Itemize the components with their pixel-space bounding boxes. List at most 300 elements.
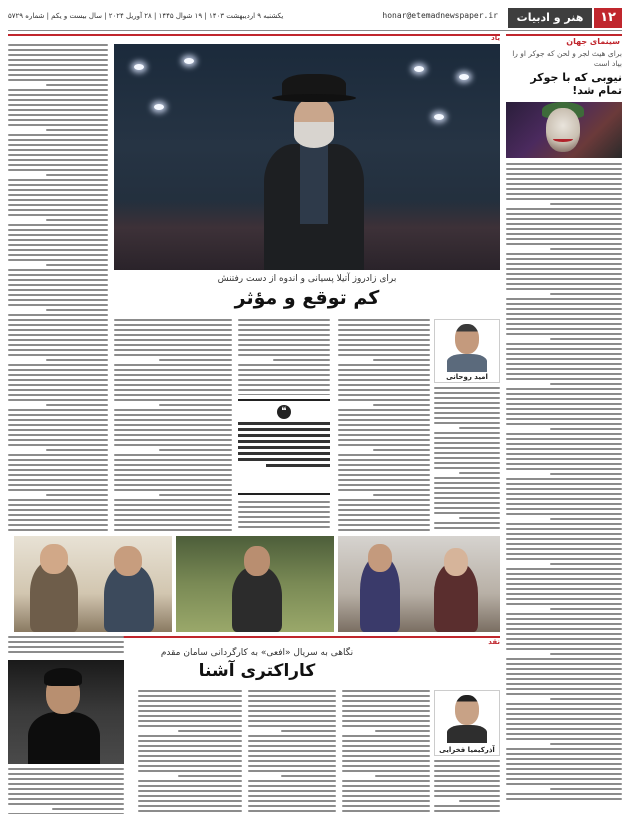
text-line [8, 484, 108, 486]
text-line [373, 449, 430, 451]
text-line [506, 663, 622, 665]
text-line [506, 453, 622, 455]
text-line [114, 454, 232, 456]
bottom-story-headline: کاراکتری آشنا [198, 661, 316, 681]
text-line [434, 492, 500, 494]
text-line [434, 397, 500, 399]
text-line [506, 633, 622, 635]
text-line [8, 489, 108, 491]
text-line [238, 521, 330, 523]
text-line [550, 473, 622, 475]
text-line [114, 414, 232, 416]
text-line [114, 369, 232, 371]
text-line [8, 424, 108, 426]
text-line [114, 319, 232, 321]
text-line [434, 412, 500, 414]
text-line [373, 359, 430, 361]
text-line [8, 74, 108, 76]
text-line [114, 519, 232, 521]
text-line [506, 733, 622, 735]
text-line [506, 283, 622, 285]
bottom-author-name: آذرکیمیا فخرایی [439, 746, 495, 754]
text-line [338, 389, 430, 391]
text-line [8, 444, 108, 446]
text-line [8, 274, 108, 276]
main-story-col-3 [238, 319, 330, 395]
text-line [248, 755, 336, 757]
main-story-tag: یاد [491, 34, 500, 42]
text-line [178, 775, 242, 777]
text-line [506, 503, 622, 505]
text-line [114, 524, 232, 526]
author-name: امید روحانی [446, 373, 488, 381]
main-story-headline: کم توقع و مؤثر [234, 287, 380, 309]
text-line [8, 519, 108, 521]
text-line [506, 323, 622, 325]
text-line [506, 648, 622, 650]
text-line [434, 437, 500, 439]
text-line [338, 514, 430, 516]
text-line [506, 423, 622, 425]
text-line [159, 449, 232, 451]
text-line [434, 392, 500, 394]
text-line [8, 254, 108, 256]
text-line [248, 705, 336, 707]
text-line [506, 243, 622, 245]
text-line [506, 413, 622, 415]
text-line [8, 344, 108, 346]
text-line [114, 429, 232, 431]
text-line [375, 730, 430, 732]
text-line [506, 318, 622, 320]
text-line [8, 509, 108, 511]
text-line [8, 279, 108, 281]
text-line [338, 369, 430, 371]
text-line [338, 489, 430, 491]
text-line [248, 765, 336, 767]
text-line [8, 499, 108, 501]
text-line [342, 725, 430, 727]
text-line [8, 479, 108, 481]
text-line [506, 543, 622, 545]
text-line [373, 494, 430, 496]
text-line [434, 502, 500, 504]
text-line [506, 278, 622, 280]
text-line [248, 785, 336, 787]
text-line [8, 454, 108, 456]
text-line [8, 409, 108, 411]
text-line [238, 334, 330, 336]
text-line [342, 740, 430, 742]
text-line [434, 765, 500, 767]
text-line [159, 359, 232, 361]
text-line [114, 459, 232, 461]
text-line [8, 169, 108, 171]
text-line [506, 798, 622, 800]
text-line [550, 203, 622, 205]
text-line [434, 785, 500, 787]
text-line [506, 783, 622, 785]
text-line [506, 438, 622, 440]
text-line [338, 459, 430, 461]
text-line [138, 810, 242, 812]
text-line [434, 387, 500, 389]
bottom-left-top-body [8, 636, 124, 656]
text-line [8, 783, 124, 785]
text-line [506, 538, 622, 540]
text-line [248, 710, 336, 712]
text-line [506, 403, 622, 405]
text-line [338, 509, 430, 511]
text-line [8, 504, 108, 506]
text-line [8, 199, 108, 201]
text-line [506, 628, 622, 630]
text-line [550, 338, 622, 340]
text-line [338, 474, 430, 476]
text-line [138, 710, 242, 712]
text-line [550, 428, 622, 430]
text-line [342, 745, 430, 747]
text-line [46, 404, 108, 406]
text-line [114, 384, 232, 386]
text-line [338, 334, 430, 336]
text-line [8, 464, 108, 466]
text-line [506, 748, 622, 750]
bottom-col-2 [342, 690, 430, 812]
text-line [550, 518, 622, 520]
text-line [506, 208, 622, 210]
text-line [138, 795, 242, 797]
text-line [506, 678, 622, 680]
text-line [434, 477, 500, 479]
text-line [8, 139, 108, 141]
text-line [8, 324, 108, 326]
text-line [114, 419, 232, 421]
text-line [506, 583, 622, 585]
text-line [8, 44, 108, 46]
text-line [8, 349, 108, 351]
text-line [114, 389, 232, 391]
text-line [8, 339, 108, 341]
text-line [506, 178, 622, 180]
text-line [8, 184, 108, 186]
text-line [506, 218, 622, 220]
text-line [338, 364, 430, 366]
text-line [506, 308, 622, 310]
text-line [8, 249, 108, 251]
text-line [248, 690, 336, 692]
text-line [434, 407, 500, 409]
text-line [8, 294, 108, 296]
text-line [506, 418, 622, 420]
text-line [338, 319, 430, 321]
text-line [8, 304, 108, 306]
text-line [506, 533, 622, 535]
text-line [238, 511, 330, 513]
text-line [506, 638, 622, 640]
text-line [506, 353, 622, 355]
text-line [8, 514, 108, 516]
text-line [342, 795, 430, 797]
text-line [8, 319, 108, 321]
text-line [434, 467, 500, 469]
text-line [506, 778, 622, 780]
text-line [46, 264, 108, 266]
bottom-left-body [8, 768, 124, 814]
text-line [8, 646, 124, 648]
text-line [248, 800, 336, 802]
text-line [506, 708, 622, 710]
text-line [338, 409, 430, 411]
text-line [114, 504, 232, 506]
text-line [506, 493, 622, 495]
text-line [248, 780, 336, 782]
text-line [373, 404, 430, 406]
text-line [138, 750, 242, 752]
text-line [8, 234, 108, 236]
text-line [8, 284, 108, 286]
text-line [138, 805, 242, 807]
text-line [434, 527, 500, 529]
text-line [506, 718, 622, 720]
text-line [8, 69, 108, 71]
text-line [8, 374, 108, 376]
text-line [506, 193, 622, 195]
joker-photo [506, 102, 622, 158]
text-line [342, 735, 430, 737]
text-line [8, 469, 108, 471]
text-line [338, 399, 430, 401]
text-line [114, 424, 232, 426]
series-still-2 [176, 536, 334, 632]
text-line [138, 705, 242, 707]
text-line [114, 464, 232, 466]
text-line [342, 805, 430, 807]
text-line [8, 104, 108, 106]
text-line [506, 578, 622, 580]
text-line [8, 474, 108, 476]
bottom-author-avatar [455, 695, 479, 725]
text-line [506, 483, 622, 485]
text-line [338, 339, 430, 341]
series-still-1 [338, 536, 500, 632]
text-line [238, 516, 330, 518]
text-line [506, 548, 622, 550]
text-line [46, 219, 108, 221]
text-line [342, 810, 430, 812]
text-line [52, 808, 124, 810]
bottom-col-1 [434, 760, 500, 812]
text-line [238, 394, 330, 395]
text-line [506, 713, 622, 715]
quote-icon: ❝ [277, 405, 291, 419]
text-line [238, 384, 330, 386]
text-line [281, 775, 336, 777]
text-line [114, 379, 232, 381]
text-line [338, 324, 430, 326]
text-line [46, 494, 108, 496]
text-line [506, 618, 622, 620]
text-line [550, 383, 622, 385]
main-photo-person [264, 74, 364, 270]
text-line [8, 793, 124, 795]
text-line [338, 454, 430, 456]
text-line [8, 54, 108, 56]
main-story-col-3b [238, 501, 330, 531]
text-line [114, 399, 232, 401]
text-line [375, 775, 430, 777]
text-line [114, 514, 232, 516]
text-line [459, 800, 500, 802]
text-line [342, 790, 430, 792]
text-line [8, 364, 108, 366]
text-line [506, 378, 622, 380]
text-line [8, 334, 108, 336]
text-line [434, 402, 500, 404]
left-lower-body [8, 319, 108, 531]
text-line [238, 364, 330, 366]
text-line [506, 753, 622, 755]
text-line [434, 795, 500, 797]
text-line [114, 434, 232, 436]
text-line [342, 750, 430, 752]
text-line [506, 673, 622, 675]
text-line [506, 328, 622, 330]
text-line [459, 427, 500, 429]
text-line [506, 268, 622, 270]
text-line [338, 504, 430, 506]
bottom-story-kicker: نگاهی به سریال «افعی» به کارگردانی سامان مقدم [160, 648, 354, 658]
text-line [138, 715, 242, 717]
text-line [434, 452, 500, 454]
text-line [114, 354, 232, 356]
text-line [238, 324, 330, 326]
text-line [138, 765, 242, 767]
text-line [8, 214, 108, 216]
text-line [114, 349, 232, 351]
text-line [506, 688, 622, 690]
text-line [238, 506, 330, 508]
text-line [506, 728, 622, 730]
text-line [434, 487, 500, 489]
text-line [506, 223, 622, 225]
text-line [114, 444, 232, 446]
text-line [434, 760, 500, 762]
text-line [8, 798, 124, 800]
text-line [8, 269, 108, 271]
main-story-col-2 [338, 319, 430, 531]
text-line [46, 129, 108, 131]
text-line [8, 354, 108, 356]
text-line [338, 429, 430, 431]
text-line [342, 760, 430, 762]
text-line [506, 238, 622, 240]
text-line [338, 464, 430, 466]
text-line [8, 419, 108, 421]
text-line [114, 439, 232, 441]
text-line [248, 805, 336, 807]
text-line [338, 444, 430, 446]
main-story-col-4 [114, 319, 232, 531]
text-line [8, 459, 108, 461]
text-line [506, 528, 622, 530]
text-line [8, 194, 108, 196]
text-line [338, 434, 430, 436]
dateline: یکشنبه ۹ اردیبهشت ۱۴۰۳ | ۱۹ شوال ۱۴۴۵ | ۲۸ آوریل ۲۰۲۴ | سال بیست و یکم | شماره ۵۷۲۹ [8, 12, 284, 20]
text-line [114, 374, 232, 376]
text-line [506, 573, 622, 575]
text-line [506, 603, 622, 605]
text-line [114, 474, 232, 476]
text-line [8, 379, 108, 381]
bottom-story-photo [8, 660, 124, 764]
text-line [8, 369, 108, 371]
text-line [506, 568, 622, 570]
text-line [138, 725, 242, 727]
text-line [114, 339, 232, 341]
text-line [8, 149, 108, 151]
text-line [8, 259, 108, 261]
text-line [114, 489, 232, 491]
text-line [506, 168, 622, 170]
text-line [8, 49, 108, 51]
text-line [138, 690, 242, 692]
main-story-kicker: برای زادروز آتیلا پسیانی و اندوه از دست رفتنش [217, 274, 397, 284]
text-line [8, 239, 108, 241]
text-line [178, 730, 242, 732]
text-line [506, 463, 622, 465]
text-line [506, 263, 622, 265]
text-line [238, 526, 330, 528]
text-line [506, 213, 622, 215]
text-line [506, 313, 622, 315]
text-line [434, 790, 500, 792]
text-line [8, 94, 108, 96]
text-line [434, 805, 500, 807]
text-line [342, 755, 430, 757]
text-line [506, 763, 622, 765]
text-line [342, 770, 430, 772]
text-line [506, 693, 622, 695]
text-line [159, 494, 232, 496]
main-story-columns [114, 319, 500, 531]
text-line [8, 134, 108, 136]
text-line [342, 690, 430, 692]
main-photo [114, 44, 500, 270]
text-line [338, 374, 430, 376]
text-line [8, 651, 124, 653]
text-line [8, 434, 108, 436]
right-column-headline: نیوبی که با جوکر تمام شد! [530, 70, 622, 98]
text-line [506, 448, 622, 450]
text-line [434, 482, 500, 484]
text-line [506, 523, 622, 525]
text-line [459, 472, 500, 474]
text-line [8, 109, 108, 111]
text-line [46, 449, 108, 451]
text-line [550, 653, 622, 655]
text-line [550, 608, 622, 610]
text-line [8, 59, 108, 61]
text-line [138, 755, 242, 757]
text-line [342, 785, 430, 787]
text-line [238, 374, 330, 376]
text-line [338, 439, 430, 441]
text-line [506, 468, 622, 470]
text-line [342, 800, 430, 802]
text-line [238, 344, 330, 346]
text-line [138, 745, 242, 747]
